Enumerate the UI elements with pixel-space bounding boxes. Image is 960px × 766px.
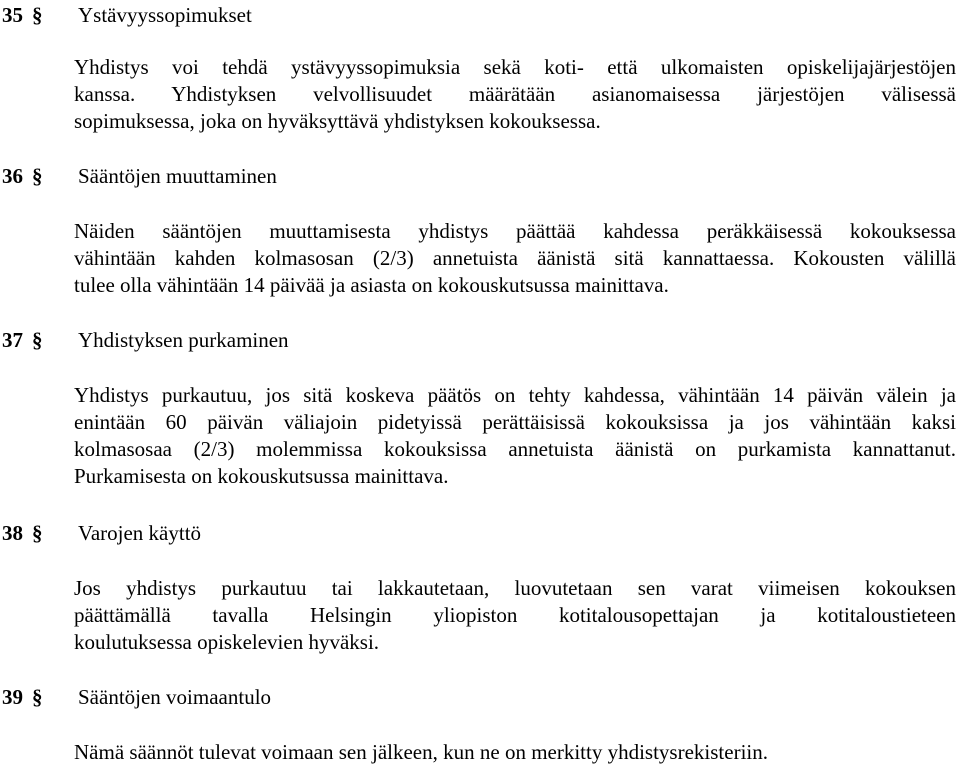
section-mark: § [32,328,43,352]
section-36-heading [2,161,277,191]
section-title: Yhdistyksen purkaminen [78,328,289,352]
body-line: Nämä säännöt tulevat voimaan sen jälkeen, kun ne on merkitty yhdistysrekisteriin. [74,740,768,764]
section-mark: § [32,685,43,709]
body-line: Näiden sääntöjen muuttamisesta yhdistys päättää kahdessa peräkkäisessä kokouksessa [74,219,956,243]
section-mark: § [32,521,43,545]
body-line: vähintään kahden kolmasosan (2/3) annetuista äänistä sitä kannattaessa. Kokousten välillä [74,246,956,270]
body-line: enintään 60 päivän väliajoin pidetyissä perättäisissä kokouksissa ja jos vähintään kaksi [74,410,956,434]
body-line: päättämällä tavalla Helsingin yliopiston kotitalousopettajan ja kotitaloustieteen [74,603,956,627]
section-mark: § [32,164,43,188]
section-39-heading [2,682,271,712]
body-line: sopimuksessa, joka on hyväksyttävä yhdistyksen kokouksessa. [74,109,601,133]
section-number: 39 [2,685,23,709]
section-title: Sääntöjen muuttaminen [78,164,277,188]
section-number: 38 [2,521,23,545]
section-35-heading [2,0,252,30]
section-number: 36 [2,164,23,188]
body-line: kolmasosaa (2/3) molemmissa kokouksissa annetuista äänistä on purkamista kannattanut. [74,437,956,461]
section-title: Sääntöjen voimaantulo [78,685,272,709]
body-line: Purkamisesta on kokouskutsussa mainittava. [74,464,449,488]
body-line: Jos yhdistys purkautuu tai lakkautetaan, luovutetaan sen varat viimeisen kokouksen [74,576,956,600]
body-line: kanssa. Yhdistyksen velvollisuudet määrätään asianomaisessa järjestöjen välisessä [74,82,956,106]
section-title: Ystävyyssopimukset [78,3,252,27]
section-38-heading [2,518,201,548]
section-number: 35 [2,3,23,27]
section-number: 37 [2,328,23,352]
section-39-body [74,739,956,766]
body-line: tulee olla vähintään 14 päivää ja asiasta on kokouskutsussa mainittava. [74,273,669,297]
section-title: Varojen käyttö [78,521,202,545]
section-37-heading [2,325,289,355]
section-38-body [74,575,956,656]
body-line: Yhdistys purkautuu, jos sitä koskeva päätös on tehty kahdessa, vähintään 14 päivän välein ja [74,383,956,407]
section-36-body [74,218,956,299]
body-line: koulutuksessa opiskelevien hyväksi. [74,630,380,654]
section-35-body [74,54,956,135]
section-37-body [74,382,956,490]
body-line: Yhdistys voi tehdä ystävyyssopimuksia sekä koti- että ulkomaisten opiskelijajärjestöjen [74,55,956,79]
section-mark: § [32,3,43,27]
